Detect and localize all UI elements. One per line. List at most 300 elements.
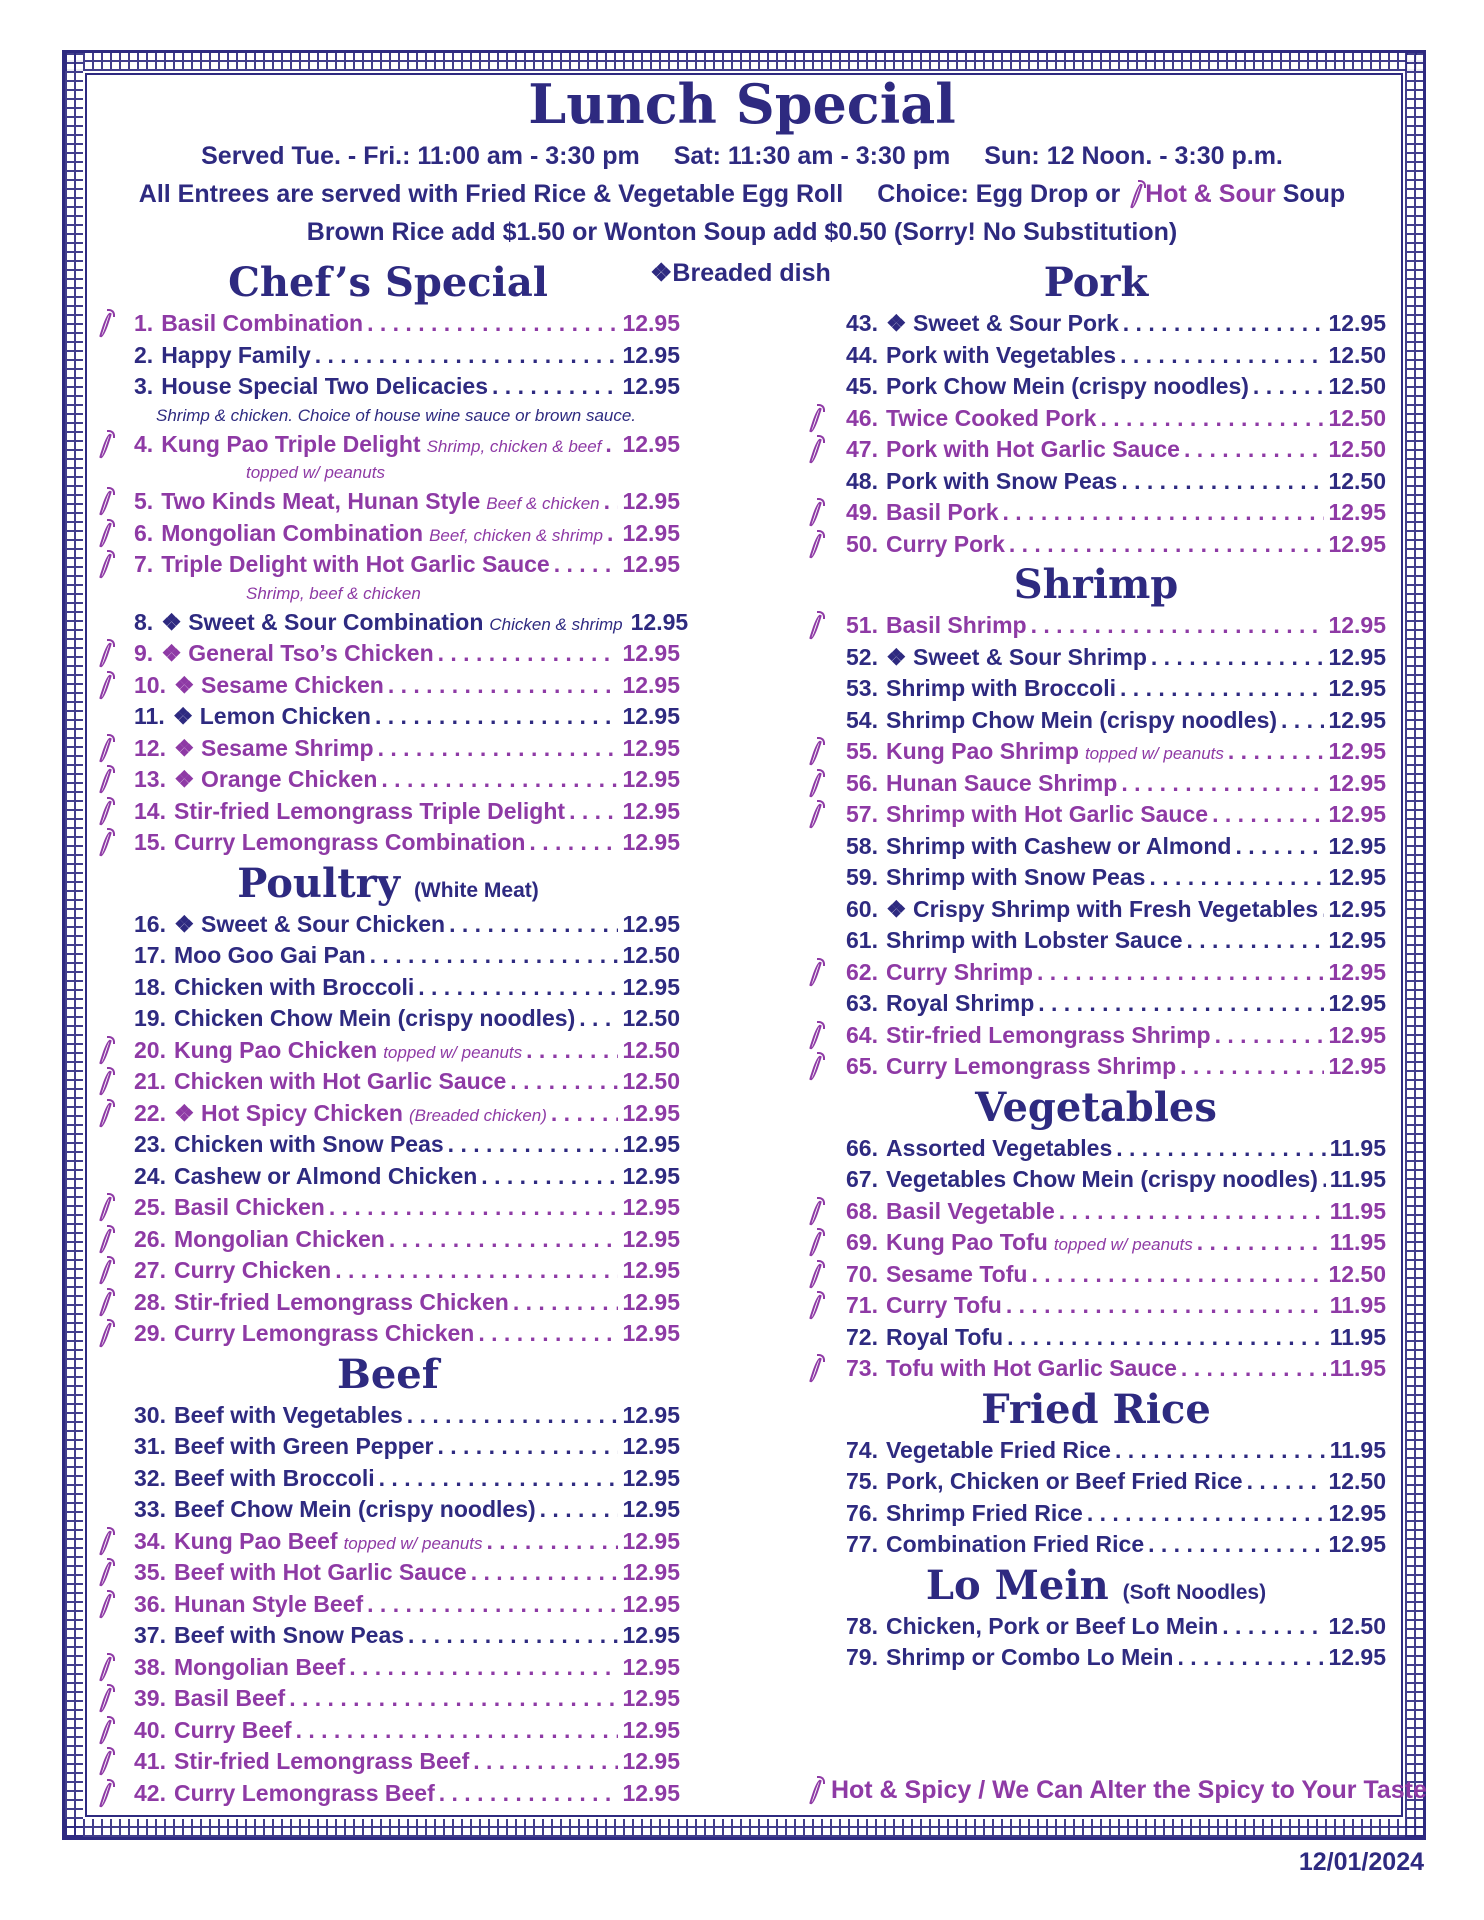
item-number: 10. — [134, 671, 166, 698]
item-price: 12.95 — [622, 1225, 680, 1252]
item-price: 12.50 — [1328, 1468, 1386, 1494]
item-price: 12.95 — [1328, 990, 1386, 1016]
item-number: 4. — [134, 430, 154, 457]
item-number: 5. — [134, 488, 154, 514]
item-number: 57. — [846, 801, 878, 827]
item-number: 31. — [134, 1433, 166, 1459]
menu-item-row — [134, 733, 680, 765]
menu-item-row — [134, 1463, 680, 1495]
item-name: Tofu with Hot Garlic Sauce — [885, 1355, 1177, 1381]
item-note: (Breaded chicken) — [408, 1105, 547, 1125]
entree-line — [0, 180, 1484, 210]
menu-item-row — [134, 1494, 680, 1526]
item-price: 12.95 — [1328, 738, 1386, 764]
menu-item — [96, 733, 680, 765]
dot-leader — [349, 1652, 618, 1684]
item-name: Beef with Hot Garlic Sauce — [173, 1559, 467, 1585]
item-price: 12.95 — [622, 766, 680, 792]
section-beef — [96, 1350, 680, 1810]
item-name: Basil Beef — [173, 1685, 286, 1711]
item-name: Shrimp with Snow Peas — [885, 864, 1146, 890]
menu-item-row — [134, 1431, 680, 1463]
dot-leader — [375, 701, 618, 733]
menu-item — [806, 1642, 1386, 1674]
item-name: ❖ Hot Spicy Chicken — [173, 1099, 403, 1126]
menu-item — [96, 1526, 680, 1558]
footer-note-text: Hot & Spicy / We Can Alter the Spicy to Your Taste — [830, 1776, 1427, 1804]
item-number: 12. — [134, 734, 166, 761]
item-name: Shrimp with Cashew or Almond — [885, 832, 1232, 859]
menu-item-row — [846, 957, 1386, 989]
item-name: ❖ Lemon Chicken — [172, 703, 371, 729]
menu-item — [806, 768, 1386, 800]
item-price: 12.95 — [1328, 1531, 1386, 1557]
item-name: Curry Tofu — [885, 1292, 1002, 1318]
dot-leader — [289, 1683, 618, 1715]
dot-leader — [1120, 340, 1324, 372]
dot-leader — [513, 1287, 619, 1319]
item-number: 66. — [846, 1134, 878, 1161]
menu-item-row — [134, 1589, 680, 1621]
dot-leader — [1031, 1259, 1324, 1291]
item-name: Kung Pao Shrimp — [885, 738, 1079, 764]
dot-leader — [370, 940, 619, 972]
menu-item-row — [134, 1400, 680, 1432]
dot-leader — [1006, 1290, 1326, 1322]
item-number: 7. — [134, 551, 154, 577]
menu-item — [96, 1431, 680, 1463]
item-number: 19. — [134, 1005, 166, 1031]
chili-pepper-icon — [806, 1021, 824, 1051]
item-name: Pork, Chicken or Beef Fried Rice — [885, 1468, 1243, 1494]
item-price: 12.95 — [1328, 1499, 1386, 1526]
dot-leader — [540, 1494, 619, 1526]
menu-item — [96, 909, 680, 941]
section-lo-mein — [806, 1561, 1386, 1674]
menu-item — [806, 705, 1386, 737]
dot-leader — [526, 1035, 618, 1067]
dot-leader — [478, 1318, 618, 1350]
menu-item-row — [134, 972, 680, 1004]
item-name: Stir-fried Lemongrass Chicken — [173, 1288, 509, 1315]
dot-leader — [1247, 1466, 1325, 1498]
menu-item-row — [846, 925, 1386, 957]
menu-item-row — [846, 1642, 1386, 1674]
chili-pepper-icon — [96, 1716, 114, 1746]
item-name: Chicken Chow Mein (crispy noodles) — [173, 1005, 576, 1031]
item-name: Curry Shrimp — [885, 958, 1033, 985]
dot-leader — [1281, 705, 1324, 737]
section-title-text: Poultry — [237, 859, 400, 907]
section-vegetables — [806, 1083, 1386, 1385]
page-title: Lunch Special — [528, 72, 956, 136]
chili-pepper-icon — [96, 828, 114, 858]
item-note: Shrimp, chicken & beef — [426, 436, 602, 456]
item-number: 29. — [134, 1320, 166, 1346]
item-price: 12.95 — [622, 1433, 680, 1459]
dot-leader — [481, 1161, 618, 1193]
item-price: 12.95 — [1328, 1644, 1386, 1670]
dot-leader — [329, 1192, 619, 1224]
menu-item-row — [134, 1715, 680, 1747]
chili-pepper-icon — [806, 800, 824, 830]
item-price: 12.95 — [622, 1685, 680, 1711]
item-price: 12.95 — [1328, 832, 1386, 859]
item-number: 45. — [846, 373, 878, 399]
item-number: 39. — [134, 1685, 166, 1711]
chili-pepper-icon — [96, 1319, 114, 1349]
item-price: 12.50 — [1328, 373, 1386, 399]
item-price: 12.50 — [1328, 404, 1386, 431]
item-number: 77. — [846, 1531, 878, 1557]
menu-item-row — [846, 1051, 1386, 1083]
dot-leader — [604, 486, 619, 518]
item-note: Beef, chicken & shrimp — [429, 525, 603, 545]
item-number: 56. — [846, 769, 878, 796]
dot-leader — [408, 1620, 618, 1652]
item-name: Pork with Snow Peas — [885, 467, 1118, 494]
item-name: Shrimp Chow Mein (crispy noodles) — [885, 706, 1278, 733]
item-price: 12.95 — [622, 373, 680, 399]
menu-item-row — [134, 607, 689, 641]
item-number: 79. — [846, 1644, 878, 1670]
menu-item-row — [846, 371, 1386, 403]
item-price: 11.95 — [1329, 1355, 1386, 1381]
item-description: Shrimp, beef & chicken — [246, 583, 421, 603]
chili-pepper-icon — [96, 309, 114, 339]
item-number: 63. — [846, 990, 878, 1016]
item-number: 78. — [846, 1612, 878, 1639]
chili-pepper-icon — [96, 671, 114, 701]
chili-pepper-icon — [806, 1260, 824, 1290]
menu-item — [96, 1255, 680, 1287]
dot-leader — [1031, 610, 1325, 642]
item-number: 16. — [134, 910, 166, 937]
item-number: 54. — [846, 706, 878, 733]
item-name: Two Kinds Meat, Hunan Style — [161, 488, 481, 514]
entree-note: All Entrees are served with Fried Rice & Vegetable Egg Roll — [138, 180, 844, 208]
menu-item — [96, 486, 680, 518]
item-price: 12.95 — [622, 1194, 680, 1220]
dot-leader — [1184, 434, 1324, 466]
menu-item — [96, 1287, 680, 1319]
menu-item-row — [134, 429, 680, 463]
item-number: 30. — [134, 1401, 166, 1428]
item-price: 12.95 — [622, 910, 680, 937]
dot-leader — [1002, 497, 1324, 529]
menu-item — [806, 497, 1386, 529]
item-price: 12.95 — [622, 1162, 680, 1189]
item-name: Moo Goo Gai Pan — [173, 942, 366, 968]
menu-item-row — [134, 486, 680, 520]
item-name: Stir-fried Lemongrass Beef — [173, 1748, 470, 1774]
item-name: Shrimp with Lobster Sauce — [885, 927, 1183, 953]
item-price: 12.95 — [622, 1320, 680, 1346]
item-price: 12.95 — [1328, 530, 1386, 557]
item-name: Hunan Style Beef — [173, 1590, 364, 1617]
chili-pepper-icon — [96, 1558, 114, 1588]
item-number: 65. — [846, 1053, 878, 1079]
section-title-text: Pork — [1043, 259, 1149, 306]
item-price: 12.95 — [622, 1559, 680, 1585]
section-title-text: Lo Mein — [925, 1561, 1109, 1609]
item-price: 12.95 — [622, 519, 680, 546]
menu-item-row — [846, 434, 1386, 466]
menu-item — [96, 1318, 680, 1350]
item-price: 12.50 — [1328, 436, 1386, 462]
menu-item — [96, 940, 680, 972]
item-name: ❖ Sweet & Sour Combination — [161, 608, 484, 635]
item-number: 28. — [134, 1288, 166, 1315]
dot-leader — [554, 549, 619, 581]
item-name: Shrimp or Combo Lo Mein — [885, 1644, 1174, 1670]
item-name: Twice Cooked Pork — [885, 404, 1097, 431]
dot-leader — [605, 429, 618, 461]
item-number: 73. — [846, 1355, 878, 1381]
dot-leader — [510, 1066, 618, 1098]
menu-item — [806, 894, 1386, 926]
item-price: 11.95 — [1329, 1134, 1386, 1161]
dot-leader — [367, 1589, 618, 1621]
item-number: 42. — [134, 1779, 166, 1806]
chili-pepper-icon — [1127, 180, 1145, 210]
menu-item-row — [134, 701, 680, 733]
item-name: Basil Vegetable — [885, 1197, 1055, 1224]
menu-item-row — [846, 894, 1386, 926]
menu-item-row — [134, 1620, 680, 1652]
menu-item — [806, 862, 1386, 894]
item-name: Shrimp with Hot Garlic Sauce — [885, 801, 1209, 827]
menu-item-row — [134, 1098, 680, 1132]
chili-pepper-icon — [96, 1684, 114, 1714]
menu-item — [96, 1192, 680, 1224]
item-price: 11.95 — [1329, 1229, 1386, 1255]
menu-item — [96, 1035, 680, 1067]
dot-leader — [492, 371, 618, 403]
menu-item-row — [134, 1683, 680, 1715]
item-note: topped w/ peanuts — [1084, 744, 1224, 763]
item-name: ❖ Sweet & Sour Chicken — [173, 910, 446, 937]
section-title-text: Vegetables — [975, 1083, 1217, 1131]
section-title-note: (White Meat) — [413, 878, 539, 902]
menu-item — [806, 1020, 1386, 1052]
menu-item-row — [134, 670, 680, 702]
item-name: Mongolian Beef — [173, 1653, 346, 1680]
chili-pepper-icon — [96, 430, 114, 460]
menu-item-row — [134, 1066, 680, 1098]
chili-pepper-icon — [806, 435, 824, 465]
item-price: 12.95 — [630, 608, 689, 635]
item-price: 12.95 — [622, 341, 680, 368]
item-number: 32. — [134, 1464, 166, 1491]
section-fried-rice — [806, 1385, 1386, 1561]
chili-pepper-icon — [96, 519, 114, 549]
chili-pepper-icon — [96, 1256, 114, 1286]
menu-item-row — [134, 1161, 680, 1193]
item-price: 12.95 — [1328, 675, 1386, 701]
item-price: 12.95 — [622, 1257, 680, 1283]
menu-item-row — [846, 1164, 1386, 1196]
item-name: Combination Fried Rice — [885, 1531, 1145, 1557]
menu-item — [806, 1322, 1386, 1354]
chili-pepper-icon — [806, 769, 824, 799]
section-title — [806, 1385, 1386, 1435]
chili-pepper-icon — [96, 734, 114, 764]
item-number: 40. — [134, 1716, 166, 1743]
item-name: Chicken with Hot Garlic Sauce — [173, 1068, 507, 1094]
menu-item — [806, 642, 1386, 674]
item-price: 12.95 — [622, 797, 680, 824]
menu-item — [806, 1529, 1386, 1561]
item-number: 55. — [846, 738, 878, 764]
item-price: 12.95 — [622, 640, 680, 666]
item-note: topped w/ peanuts — [1053, 1235, 1193, 1254]
item-price: 12.95 — [622, 671, 680, 698]
dot-leader — [1115, 1435, 1326, 1467]
menu-item-row — [134, 1746, 680, 1778]
menu-item — [96, 1066, 680, 1098]
menu-item — [96, 1129, 680, 1161]
item-price: 11.95 — [1329, 1292, 1386, 1318]
item-price: 12.95 — [622, 1131, 680, 1157]
menu-item-row — [134, 909, 680, 941]
item-number: 68. — [846, 1197, 878, 1224]
menu-item-row — [846, 768, 1386, 800]
chili-pepper-icon — [806, 737, 824, 767]
menu-item — [806, 1196, 1386, 1228]
dot-leader — [378, 733, 619, 765]
menu-item-row — [846, 466, 1386, 498]
chili-pepper-icon — [96, 1067, 114, 1097]
item-number: 2. — [134, 341, 154, 368]
dot-leader — [487, 1526, 619, 1558]
item-price: 12.95 — [1328, 499, 1386, 525]
chili-pepper-icon — [96, 1225, 114, 1255]
menu-item-row — [134, 1255, 680, 1287]
item-price: 12.95 — [622, 1496, 680, 1522]
item-name: Chicken, Pork or Beef Lo Mein — [885, 1612, 1219, 1639]
menu-item-row — [134, 1224, 680, 1256]
chili-pepper-icon — [96, 1779, 114, 1809]
item-description: topped w/ peanuts — [246, 463, 385, 482]
section-title — [96, 1350, 680, 1400]
item-price: 12.95 — [1328, 801, 1386, 827]
item-note: topped w/ peanuts — [343, 1533, 483, 1553]
menu-item-row — [134, 940, 680, 972]
menu-item — [806, 434, 1386, 466]
item-number: 49. — [846, 499, 878, 525]
menu-item-row — [846, 1322, 1386, 1354]
menu-item-row — [846, 1353, 1386, 1385]
dot-leader — [379, 1463, 619, 1495]
menu-item-row — [134, 1318, 680, 1350]
menu-item — [96, 1683, 680, 1715]
dot-leader — [1007, 1322, 1326, 1354]
menu-item — [806, 1466, 1386, 1498]
item-description: Shrimp & chicken. Choice of house wine sauce or brown sauce. — [156, 405, 637, 425]
item-name: Assorted Vegetables — [885, 1134, 1113, 1161]
menu-item-row — [846, 1259, 1386, 1291]
chili-pepper-icon — [96, 487, 114, 517]
chili-pepper-icon — [806, 404, 824, 434]
item-number: 9. — [134, 640, 154, 666]
section-title — [806, 258, 1386, 308]
menu-item — [96, 607, 689, 639]
item-note: Chicken & shrimp — [489, 614, 623, 634]
dot-leader — [1197, 1227, 1326, 1259]
item-price: 12.50 — [622, 1036, 680, 1063]
item-price: 12.95 — [1328, 864, 1386, 890]
item-price: 12.95 — [622, 1590, 680, 1617]
item-name: Kung Pao Tofu — [885, 1229, 1048, 1255]
item-number: 75. — [846, 1468, 878, 1494]
item-name: Curry Lemongrass Shrimp — [885, 1053, 1177, 1079]
menu-item-row — [846, 340, 1386, 372]
dot-leader — [1121, 466, 1324, 498]
item-number: 44. — [846, 341, 878, 368]
item-price: 12.95 — [1328, 927, 1386, 953]
item-name: Beef with Green Pepper — [173, 1433, 434, 1459]
item-number: 6. — [134, 519, 154, 546]
item-name: Royal Shrimp — [885, 990, 1035, 1016]
item-price: 12.95 — [1328, 310, 1386, 336]
dot-leader — [335, 1255, 618, 1287]
item-number: 71. — [846, 1292, 878, 1318]
item-number: 67. — [846, 1166, 878, 1192]
greek-key-border-right — [1405, 53, 1423, 1837]
menu-item-row — [846, 403, 1386, 435]
item-number: 20. — [134, 1036, 166, 1063]
dot-leader — [1215, 1020, 1325, 1052]
menu-item — [806, 1611, 1386, 1643]
hours-weekday: Served Tue. - Fri.: 11:00 am - 3:30 pm — [201, 142, 640, 170]
menu-item — [806, 1259, 1386, 1291]
item-number: 51. — [846, 612, 878, 638]
item-number: 74. — [846, 1436, 878, 1463]
item-name: Beef with Broccoli — [173, 1464, 375, 1491]
menu-item-row — [846, 1466, 1386, 1498]
item-price: 12.95 — [622, 551, 680, 577]
item-price: 12.95 — [622, 488, 680, 514]
dot-leader — [1212, 799, 1324, 831]
menu-item — [96, 1557, 680, 1589]
menu-date: 12/01/2024 — [1298, 1848, 1424, 1876]
menu-item — [96, 1620, 680, 1652]
item-name: ❖ Orange Chicken — [173, 766, 378, 792]
greek-key-border-top — [65, 53, 1423, 71]
item-number: 43. — [846, 310, 878, 336]
dot-leader — [1253, 371, 1325, 403]
menu-item — [96, 1400, 680, 1432]
item-name: Beef with Vegetables — [173, 1401, 403, 1428]
item-price: 12.95 — [622, 973, 680, 1000]
menu-column-right — [806, 258, 1386, 1674]
item-name: Curry Lemongrass Combination — [173, 829, 526, 855]
dot-leader — [1322, 894, 1324, 926]
section-title-text: Beef — [337, 1350, 439, 1398]
menu-item — [96, 1652, 680, 1684]
chili-pepper-icon — [806, 498, 824, 528]
dot-leader — [473, 1746, 618, 1778]
menu-item-row — [846, 1227, 1386, 1261]
item-number: 34. — [134, 1527, 166, 1554]
menu-item-row — [134, 1778, 680, 1810]
item-number: 41. — [134, 1748, 166, 1774]
menu-item — [806, 1164, 1386, 1196]
item-note: topped w/ peanuts — [383, 1042, 523, 1062]
item-price: 11.95 — [1329, 1197, 1386, 1224]
menu-item — [806, 308, 1386, 340]
